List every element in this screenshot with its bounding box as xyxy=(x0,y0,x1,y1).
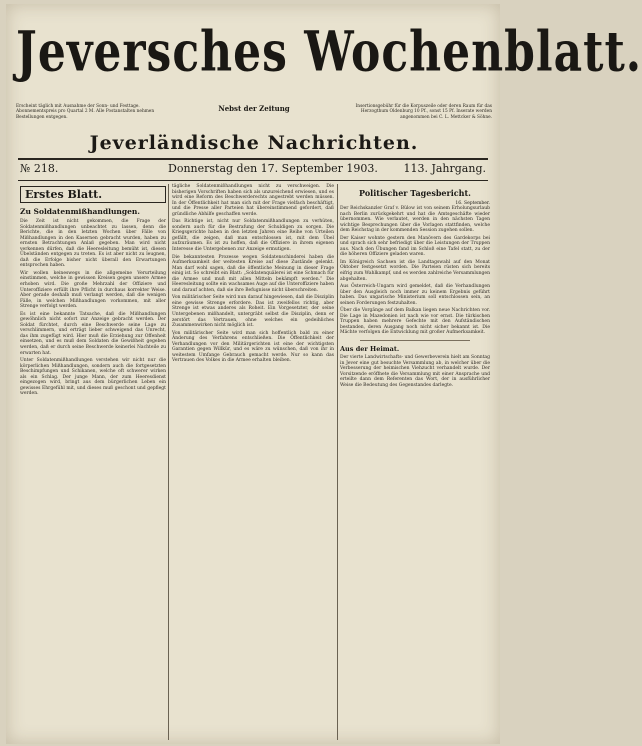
section-box-heading: Erstes Blatt. xyxy=(20,186,166,203)
paragraph: Der vierte Landwirtschafts- und Gewerbeverein hielt am Sonntag in Jever eine gut besuchte Versammlung ab, in welcher über die Verbesserung der heimischen Viehzucht verhandelt wurde. Der Vorsitzende eröffnete die Versammlung mit einer Ansprache und erteilte dann dem Referenten das Wort, der in ausführlicher Weise die Bedeutung des Gegenstandes darlegte. xyxy=(340,355,490,388)
subheader-left: Erscheint täglich mit Ausnahme der Sonn- und Festtage. Abonnementspreis pro Quartal 2 M. Alle Postanstalten nehmen Bestellungen entgegen. xyxy=(16,104,155,120)
paragraph: Unter Soldatenmißhandlungen verstehen wir nicht nur die körperlichen Mißhandlungen, sondern auch die fortgesetzten Beschimpfungen und Schikanen, welche oft schwerer wirken als ein Schlag. Der junge Mann, der zum Heeresdienst eingezogen wird, bringt aus dem bürgerlichen Leben ein gewisses Ehrgefühl mit, und dieses muß geschont und gepflegt werden. xyxy=(20,358,166,397)
subtitle: Jeverländische Nachrichten. xyxy=(89,132,419,154)
paragraph: Es ist eine bekannte Tatsache, daß die Mißhandlungen gewöhnlich nicht sofort zur Anzeige gebracht werden. Der Soldat fürchtet, durch eine Beschwerde seine Lage zu verschlimmern, und erträgt lieber schweigend das Unrecht, das ihm zugefügt wird. Hier muß die Erziehung zur Offenheit einsetzen, und es muß dem Soldaten die Gewißheit gegeben werden, daß er durch seine Beschwerde keinerlei Nachteile zu erwarten hat. xyxy=(20,311,166,356)
paragraph: Aus Österreich-Ungarn wird gemeldet, daß die Verhandlungen über den Ausgleich noch immer zu keinem Ergebnis geführt haben. Das ungarische Ministerium soll entschlossen sein, an seinen Forderungen festzuhalten. xyxy=(340,284,490,306)
subsection-headline: Aus der Heimat. xyxy=(340,345,400,354)
section-dateline: 16. September. xyxy=(455,201,490,206)
paragraph: Das Richtige ist, nicht nur Soldatenmißhandlungen zu verhüten, sondern auch für die Bestrafung der Schuldigen zu sorgen. Die Kriegsgerichte haben in den letzten Jahren eine Reihe von Urteilen gefällt, die zeigen, daß man entschlossen ist, mit dem Übel aufzuräumen. Es ist zu hoffen, daß die Offiziere in ihrem eigenen Interesse die Untergebenen zur Anzeige ermutigen. xyxy=(172,219,334,253)
paragraph: Im Königreich Sachsen ist die Landtagswahl auf den Monat Oktober festgesetzt worden. Die Parteien rüsten sich bereits eifrig zum Wahlkampf, und es werden zahlreiche Versammlungen abgehalten. xyxy=(340,259,490,282)
paragraph: Von militärischer Seite wird man sich hoffentlich bald zu einer Änderung des Verfahrens entschließen. Die Öffentlichkeit der Verhandlungen vor den Militärgerichten ist eine der wichtigsten Garantien gegen Willkür, und es wäre zu wünschen, daß von ihr in weitestem Umfange Gebrauch gemacht werde. Nur so kann das Vertrauen des Volkes in die Armee erhalten bleiben. xyxy=(172,330,334,364)
column-divider xyxy=(337,184,338,740)
paragraph: Wir wollen keineswegs in die allgemeine Verurteilung einstimmen, welche in gewissen Kreisen gegen unsere Armee erhoben wird. Die große Mehrzahl der Offiziere und Unteroffiziere erfüllt ihre Pflicht in durchaus korrekter Weise. Aber gerade deshalb muß verlangt werden, daß die wenigen Fälle, in welchen Mißhandlungen vorkommen, mit aller Strenge verfolgt werden. xyxy=(20,270,166,310)
newspaper-page xyxy=(6,4,642,744)
issue-number: № 218. xyxy=(20,162,59,175)
paragraph: Die Zeit ist nicht gekommen, die Frage der Soldatenmißhandlungen unbeachtet zu lassen, denn die Berichte, die in den letzten Wochen über Fälle von Mißhandlungen in den Kasernen gebracht wurden, haben zu ernsten Betrachtungen Anlaß gegeben. Man wird nicht verkennen dürfen, daß die Heeresleitung bemüht ist, diesen Übelständen entgegen zu treten. Es ist aber nicht zu leugnen, daß die Erfolge bisher nicht überall den Erwartungen entsprochen haben. xyxy=(20,219,166,269)
paragraph: tägliche Soldatenmißhandlungen nicht zu verschweigen. Die bisherigen Vorschriften haben sich als unzureichend erwiesen, und es wird eine Reform des Beschwerderechts angestrebt werden müssen. In der Öffentlichkeit hat man sich mit der Frage vielfach beschäftigt, und die Presse aller Parteien hat übereinstimmend gefordert, daß gründliche Abhilfe geschaffen werde. xyxy=(172,184,334,217)
paragraph: Die bekanntesten Prozesse wegen Soldatenschinderei haben die Aufmerksamkeit der weitesten Kreise auf diese Zustände gelenkt. Man darf wohl sagen, daß die öffentliche Meinung in dieser Frage einig ist. So schreibt ein Blatt: „Soldatenquälerei ist eine Schmach für die Armee und muß mit allen Mitteln bekämpft werden.“ Die Heeresleitung sollte ein wachsames Auge auf die Unteroffiziere haben und darauf achten, daß sie ihre Befugnisse nicht überschreiten. xyxy=(172,254,334,293)
column-3 xyxy=(340,184,490,740)
top-rule xyxy=(18,158,488,160)
article-headline: Zu Soldatenmißhandlungen. xyxy=(20,207,140,216)
divider xyxy=(360,340,470,341)
paragraph: Von militärischer Seite wird nun darauf hingewiesen, daß die Disziplin eine gewisse Strenge erfordere. Das ist zweifellos richtig, aber Strenge ist etwas anderes als Roheit. Ein Vorgesetzter, der seine Untergebenen mißhandelt, untergräbt selbst die Disziplin, denn er zerstört das Vertrauen, ohne welches ein gedeihliches Zusammenwirken nicht möglich ist. xyxy=(172,295,334,329)
column-1 xyxy=(20,184,166,740)
subheader-row xyxy=(16,104,492,132)
section-headline: Politischer Tagesbericht. xyxy=(359,188,471,198)
column-divider xyxy=(168,184,169,740)
column-2 xyxy=(172,184,334,740)
bottom-rule xyxy=(18,180,488,181)
dateline xyxy=(18,162,488,178)
paragraph: Der Reichskanzler Graf v. Bülow ist von seinem Erholungsurlaub nach Berlin zurückgekehrt und hat die Amtsgeschäfte wieder übernommen. Wie verlautet, werden in den nächsten Tagen wichtige Besprechungen über die Vorlagen stattfinden, welche dem Reichstag in der kommenden Session zugehen sollen. xyxy=(340,206,490,234)
paragraph: Über die Vorgänge auf dem Balkan liegen neue Nachrichten vor. Die Lage in Mazedonien ist nach wie vor ernst. Die türkischen Truppen haben mehrere Gefechte mit den Aufständischen bestanden, deren Ausgang noch nicht sicher bekannt ist. Die Mächte verfolgen die Entwicklung mit großer Aufmerksamkeit. xyxy=(340,308,490,336)
paragraph: Der Kaiser wohnte gestern den Manövern des Gardekorps bei und sprach sich sehr befriedigt über die Leistungen der Truppen aus. Nach den Übungen fand im Schloß eine Tafel statt, zu der die höheren Offiziere geladen waren. xyxy=(340,235,490,258)
masthead-title: Jeversches Wochenblatt. xyxy=(16,20,642,85)
volume: 113. Jahrgang. xyxy=(403,162,486,175)
issue-date: Donnerstag den 17. September 1903. xyxy=(168,162,378,175)
subheader-middle: Nebst der Zeitung xyxy=(218,104,290,113)
subheader-right: Insertionsgebühr für die Korpuszeile oder deren Raum für das Herzogthum Oldenburg 10 Pf., sonst 15 Pf. Inserate werden angenommen bei C. L. Mettcker & Söhne. xyxy=(355,104,492,120)
